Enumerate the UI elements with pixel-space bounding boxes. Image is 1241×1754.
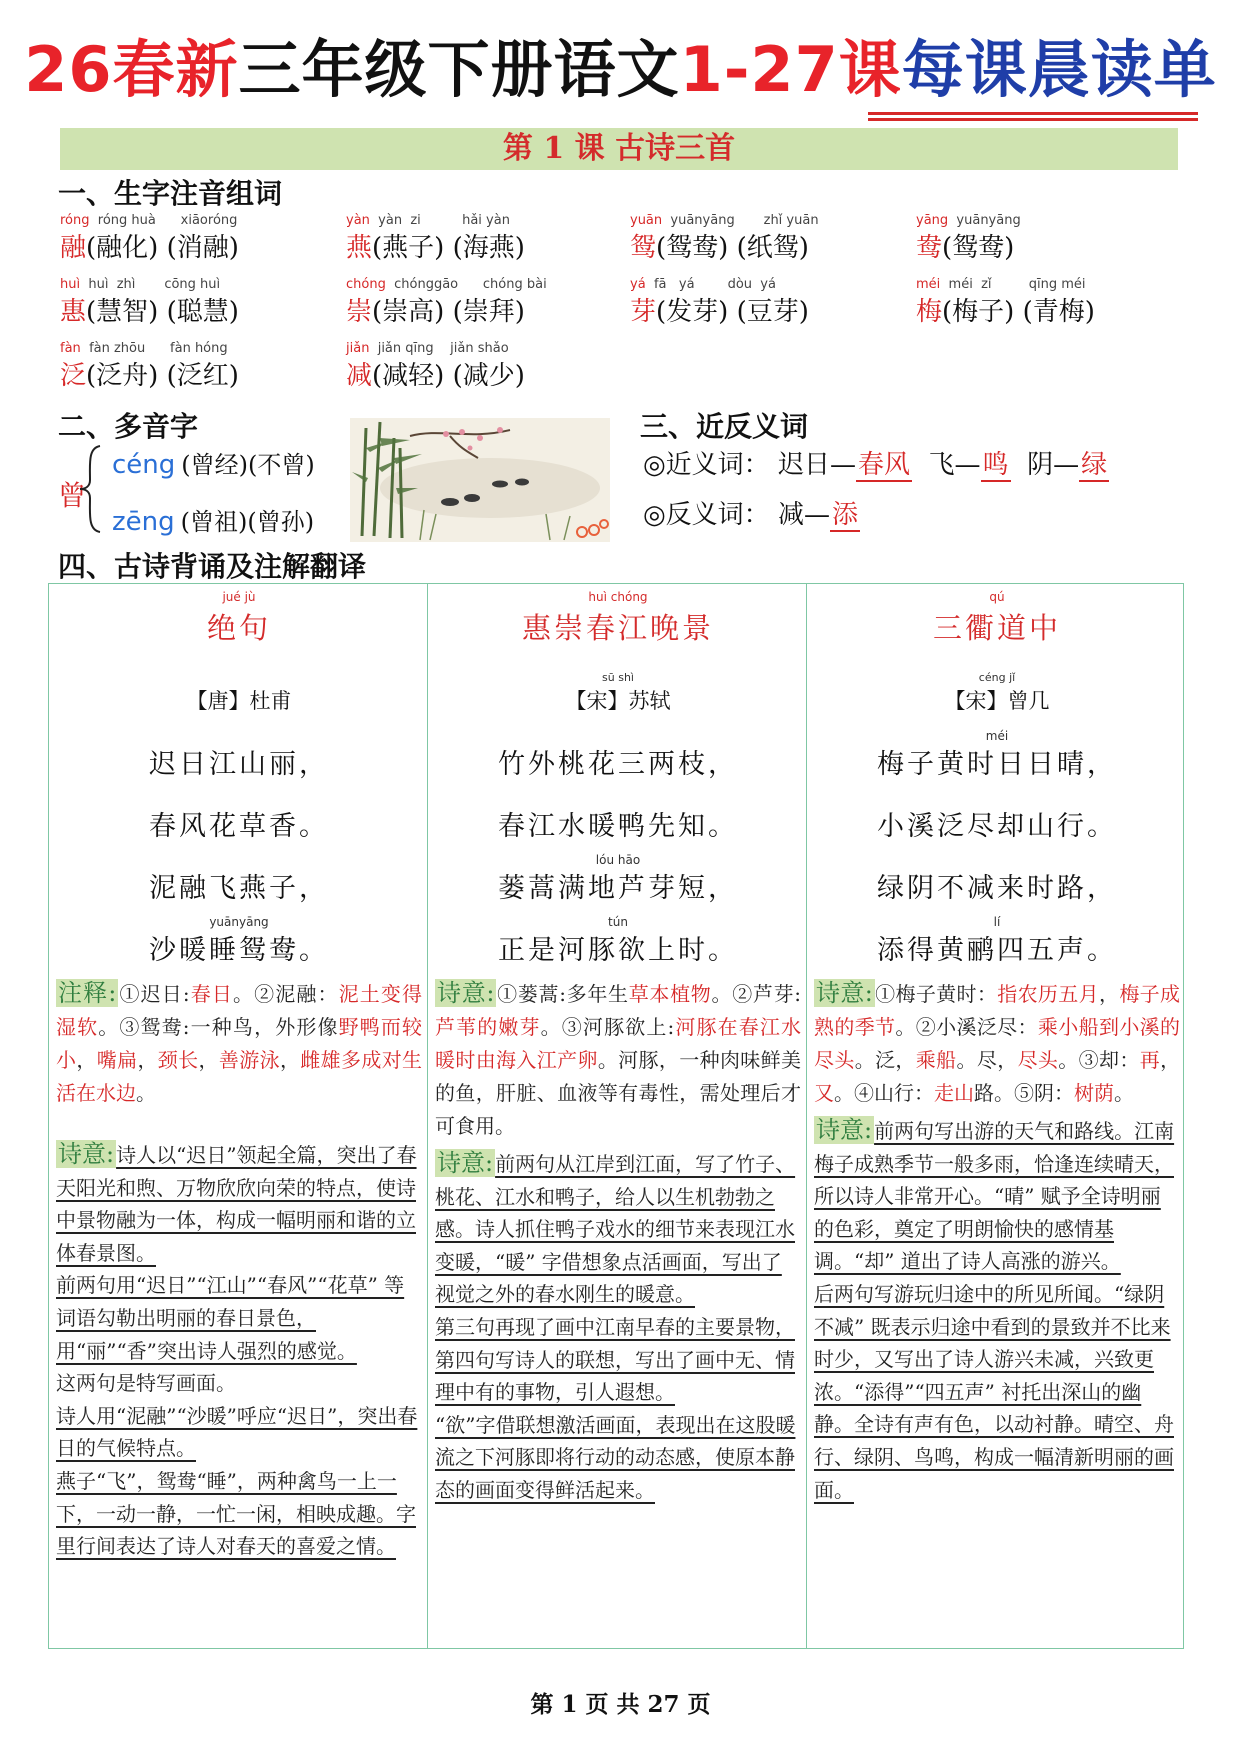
page-title: [0, 30, 1241, 110]
vocab-pinyin-main: yuān: [630, 213, 663, 228]
note-key-text: 芦苇的嫩芽: [435, 1015, 541, 1039]
note-text: 。尽，: [956, 1048, 1018, 1072]
vocab-pinyin-main: jiǎn: [346, 341, 370, 356]
vocab-char: 减: [346, 361, 373, 391]
note-text: ，: [198, 1048, 219, 1072]
vocab-pinyin-main: huì: [60, 277, 81, 292]
section-heading-synonyms: 三、近反义词: [640, 410, 809, 443]
poem-meaning: [56, 1138, 422, 1563]
note-text: 。: [136, 1081, 156, 1105]
polyphone-reading-1: [112, 445, 315, 480]
vocab-item: [916, 276, 1196, 338]
poem-line: [814, 791, 1180, 853]
line-text: 蒌蒿满地芦芽短，: [498, 873, 738, 904]
meaning-paragraph: 前两句用“迟日”“江山”“春风”“花草” 等词语勾勒出明丽的春日景色，用“丽”“香”突出诗人强烈的感觉。: [56, 1273, 405, 1363]
vocab-words: (鸳鸯) (纸鸳): [656, 233, 809, 263]
vocab-words: (泛舟) (泛红): [86, 361, 239, 391]
title-part-2: 三年级下册语文: [238, 33, 680, 106]
note-key-text: 乘船: [915, 1048, 957, 1072]
vocab-pinyin-main: méi: [916, 277, 941, 292]
note-text: ，: [279, 1048, 301, 1072]
vocab-item: [916, 212, 1196, 274]
vocab-words: (发芽) (豆芽): [656, 297, 809, 327]
vocab-pinyin-words: yàn zi hǎi yàn: [378, 213, 510, 228]
line-pinyin: yuānyāng: [209, 915, 269, 929]
meaning-paragraph: 前两句写出游的天气和路线。江南梅子成熟季节一般多雨，恰逢连续晴天，所以诗人非常开心。“晴” 赋予全诗明丽的色彩，奠定了明朗愉快的感情基调。“却” 道出了诗人高涨的游兴。: [814, 1119, 1175, 1274]
note-text: ①迟日:: [118, 982, 190, 1006]
poem-line: [435, 729, 801, 791]
poem-line: [56, 915, 422, 977]
poem-column-3: [814, 590, 1180, 1506]
note-key-text: 梅子成熟的季节: [814, 982, 1181, 1039]
meaning-paragraph: 第三句再现了画中江南早春的主要景物，第四句写诗人的联想，写出了画中无、情理中有的事物，引人遐想。: [435, 1314, 795, 1405]
vocab-pinyin-words: róng huà xiāoróng: [97, 213, 238, 228]
line-pinyin: [56, 791, 422, 807]
poem-line: [56, 791, 422, 853]
note-text: ，: [1160, 1048, 1181, 1072]
meaning-label: 诗意:: [816, 1116, 873, 1144]
poem-author-pinyin: [56, 671, 422, 685]
note-text: ①梅子黄时：: [874, 982, 998, 1006]
vocab-words: (燕子) (海燕): [372, 233, 525, 263]
poem-author: 【宋】曾几: [944, 689, 1050, 713]
vocab-pinyin-main: yāng: [916, 213, 949, 228]
vocab-item: [60, 276, 340, 338]
antonym-row: [643, 494, 860, 531]
vocab-item: [346, 276, 626, 338]
poem-line: [814, 915, 1180, 977]
vocab-words: (慧智) (聪慧): [86, 297, 239, 327]
note-key-text: 泥土变得湿软: [56, 982, 423, 1039]
note-text: 。④山行：: [834, 1081, 934, 1105]
poem-meaning: [814, 1114, 1180, 1506]
vocab-pinyin-words: fā yá dòu yá: [653, 277, 776, 292]
title-underline-1: [868, 112, 1198, 115]
line-pinyin: [56, 853, 422, 869]
vocab-words: (梅子) (青梅): [942, 297, 1095, 327]
note-key-text: 善游泳: [218, 1048, 280, 1072]
poem-author-pinyin: sū shì: [602, 671, 634, 684]
vocab-pinyin-words: fàn zhōu fàn hóng: [89, 341, 228, 356]
synonym-answer: 绿: [1081, 450, 1108, 480]
line-pinyin: lí: [993, 915, 1001, 929]
section-heading-poems: 四、古诗背诵及注解翻译: [58, 550, 367, 583]
note-key-text: 河豚在春江水暖时由海入江产卵: [435, 1015, 802, 1072]
column-divider: [427, 583, 428, 1649]
poem-author: 【宋】苏轼: [565, 689, 671, 713]
line-text: 绿阴不减来时路，: [877, 873, 1117, 904]
note-key-text: 又: [814, 1081, 834, 1105]
polyphone-words: (曾祖)(曾孙): [180, 508, 315, 536]
poem-title-pinyin: qú: [989, 590, 1005, 604]
vocab-item: [630, 212, 910, 274]
polyphone-pinyin: zēng: [112, 507, 175, 537]
note-text: 。: [1114, 1081, 1134, 1105]
antonym-word: 减—: [777, 500, 830, 530]
note-key-text: 指农历五月: [997, 982, 1099, 1006]
vocab-pinyin-main: róng: [60, 213, 90, 228]
poem-line: [814, 853, 1180, 915]
poem-title-pinyin: huì chóng: [588, 590, 648, 604]
vocab-char: 惠: [60, 297, 87, 327]
note-key-text: 尽头: [1017, 1048, 1059, 1072]
vocab-pinyin-words: huì zhì cōng huì: [88, 277, 221, 292]
poem-title: 绝句: [206, 611, 271, 645]
note-key-text: 颈长: [157, 1048, 199, 1072]
note-key-text: 乘小船到小溪的尽头: [814, 1015, 1181, 1072]
line-pinyin: tún: [608, 915, 628, 929]
poem-note: [435, 977, 801, 1143]
vocab-pinyin-main: chóng: [346, 277, 386, 292]
poem-note: [814, 977, 1180, 1110]
note-text: 。②芦芽:: [711, 982, 801, 1006]
synonym-label: ◎近义词：: [643, 450, 770, 480]
vocab-item: [346, 340, 626, 402]
poem-column-1: [56, 590, 422, 1563]
note-key-text: 雌雄多成对生活在水边: [56, 1048, 423, 1105]
polyphone-reading-2: [112, 502, 314, 537]
meaning-paragraph: 后两句写游玩归途中的所见所闻。“绿阴不减” 既表示归途中看到的景致并不比来时少，又写出了诗人游兴未减，兴致更浓。“添得”“四五声” 衬托出深山的幽静。全诗有声有色，以动衬静。晴空、舟行、绿阴、鸟鸣，构成一幅清新明丽的画面。: [814, 1281, 1174, 1502]
vocab-char: 燕: [346, 233, 373, 263]
poem-author: 【唐】杜甫: [186, 689, 292, 713]
meaning-paragraph: 燕子“飞”，鸳鸯“睡”，两种禽鸟一上一下，一动一静，一忙一闲，相映成趣。字里行间表达了诗人对春天的喜爱之情。: [56, 1468, 416, 1559]
meaning-paragraph: 这两句是特写画面。: [56, 1371, 236, 1396]
line-pinyin: [814, 853, 1180, 869]
line-text: 春江水暖鸭先知。: [498, 811, 738, 842]
polyphone-pinyin: céng: [112, 450, 176, 480]
line-text: 添得黄鹂四五声。: [877, 935, 1117, 966]
note-text: 。③鸳鸯:一种鸟，外形像: [98, 1015, 339, 1039]
synonym-answer: 鸣: [982, 450, 1009, 480]
synonym-word: 阴—: [1027, 450, 1080, 480]
vocab-char: 崇: [346, 297, 373, 327]
note-key-text: 嘴扁: [96, 1048, 138, 1072]
poem-title: 三衢道中: [932, 611, 1061, 645]
vocab-item: [630, 276, 910, 338]
vocab-pinyin-main: fàn: [60, 341, 81, 356]
meaning-paragraph: “欲”字借联想激活画面，表现出在这股暖流之下河豚即将行动的动态感，使原本静态的画面变得鲜活起来。: [435, 1412, 796, 1502]
vocab-char: 鸯: [916, 233, 943, 263]
note-text: ，: [137, 1048, 158, 1072]
note-key-text: 再: [1139, 1048, 1161, 1072]
line-text: 沙暖睡鸳鸯。: [149, 935, 329, 966]
vocab-item: [346, 212, 626, 274]
note-text: ①蒌蒿:多年生: [496, 982, 629, 1006]
vocab-pinyin-main: yá: [630, 277, 646, 292]
antonym-answer: 添: [831, 500, 858, 530]
title-part-4: 每课晨读单: [901, 33, 1217, 106]
vocab-item: [60, 212, 340, 274]
vocab-char: 梅: [916, 297, 943, 327]
poem-line: [435, 853, 801, 915]
poem-line: [56, 729, 422, 791]
note-text: 。③河豚欲上:: [540, 1015, 675, 1039]
note-label: 注释:: [58, 979, 117, 1007]
note-text: 。②泥融：: [232, 982, 339, 1006]
vocab-pinyin-words: méi zǐ qīng méi: [948, 277, 1086, 292]
section-heading-vocab: 一、生字注音组词: [58, 177, 283, 210]
vocab-pinyin-words: jiǎn qīng jiǎn shǎo: [377, 341, 509, 356]
poem-line: [435, 915, 801, 977]
line-pinyin: lóu hāo: [595, 853, 641, 867]
line-text: 春风花草香。: [149, 811, 329, 842]
vocab-pinyin-words: yuānyāng zhǐ yuān: [670, 213, 819, 228]
meaning-label: 诗意:: [437, 1149, 494, 1177]
vocab-char: 鸳: [630, 233, 657, 263]
note-text: 。③却：: [1058, 1048, 1140, 1072]
poem-meaning: [435, 1147, 801, 1507]
page-number: 第 1 页 共 27 页: [530, 1691, 711, 1718]
poem-title-pinyin: jué jù: [222, 590, 256, 604]
column-divider: [806, 583, 807, 1649]
meaning-paragraph: 诗人以“迟日”领起全篇，突出了春天阳光和煦、万物欣欣向荣的特点，使诗中景物融为一体，构成一幅明丽和谐的立体春景图。: [56, 1143, 417, 1265]
vocab-char: 融: [60, 233, 87, 263]
poem-note: [56, 977, 422, 1110]
title-part-1: 26春新: [24, 33, 239, 106]
note-text: 。河豚，一种肉味鲜美的鱼，肝脏、血液等有毒性，需处理后才可食用。: [435, 1048, 802, 1138]
poem-title: 惠崇春江晚景: [521, 611, 714, 645]
vocab-words: (融化) (消融): [86, 233, 239, 263]
poem-line: [56, 853, 422, 915]
meaning-label: 诗意:: [58, 1140, 115, 1168]
synonym-word: 迟日—: [777, 450, 856, 480]
note-label: 诗意:: [437, 979, 495, 1007]
title-underline-2: [868, 118, 1198, 121]
line-text: 小溪泛尽却山行。: [877, 811, 1117, 842]
vocab-char: 泛: [60, 361, 87, 391]
line-pinyin: [435, 729, 801, 745]
line-pinyin: méi: [985, 729, 1009, 743]
poem-column-2: [435, 590, 801, 1507]
poem-line: [435, 791, 801, 853]
note-key-text: 草本植物: [628, 982, 712, 1006]
synonym-word: 飞—: [928, 450, 981, 480]
ink-painting-image: [350, 418, 610, 542]
polyphone-words: (曾经)(不曾): [181, 451, 315, 479]
vocab-char: 芽: [630, 297, 657, 327]
note-label: 诗意:: [816, 979, 873, 1007]
note-text: ，: [76, 1048, 97, 1072]
note-key-text: 树荫: [1074, 1081, 1114, 1105]
note-key-text: 野鸭而较小: [56, 1015, 422, 1072]
vocab-pinyin-main: yàn: [346, 213, 370, 228]
line-text: 竹外桃花三两枝，: [498, 749, 738, 780]
section-heading-polyphone: 二、多音字: [58, 410, 199, 443]
synonym-row: [643, 444, 1109, 481]
poem-author-pinyin: céng jǐ: [978, 671, 1016, 684]
vocab-item: [60, 340, 340, 402]
note-key-text: 春日: [189, 982, 233, 1006]
note-text: 。②小溪泛尽：: [895, 1015, 1038, 1039]
line-pinyin: [56, 729, 422, 745]
title-part-3: 1-27课: [679, 33, 902, 106]
polyphone-char: 曾: [58, 479, 87, 512]
line-text: 迟日江山丽，: [149, 749, 329, 780]
note-text: 路。⑤阴：: [974, 1081, 1074, 1105]
line-text: 梅子黄时日日晴，: [877, 749, 1117, 780]
synonym-answer: 春风: [857, 450, 910, 480]
note-text: ，: [1098, 982, 1120, 1006]
line-text: 正是河豚欲上时。: [498, 935, 738, 966]
line-pinyin: [435, 791, 801, 807]
brace-icon: [76, 444, 104, 534]
line-pinyin: [814, 791, 1180, 807]
vocab-words: (减轻) (减少): [372, 361, 525, 391]
poem-line: [814, 729, 1180, 791]
vocab-words: (鸳鸯): [942, 233, 1015, 263]
line-text: 泥融飞燕子，: [149, 873, 329, 904]
note-key-text: 走山: [934, 1081, 974, 1105]
vocab-pinyin-words: yuānyāng: [956, 213, 1021, 228]
meaning-paragraph: 诗人用“泥融”“沙暖”呼应“迟日”，突出春日的气候特点。: [56, 1403, 418, 1461]
vocab-words: (崇高) (崇拜): [372, 297, 525, 327]
meaning-paragraph: 前两句从江岸到江面，写了竹子、桃花、江水和鸭子，给人以生机勃勃之感。诗人抓住鸭子戏水的细节来表现江水变暖，“暖” 字借想象点活画面，写出了视觉之外的春水刚生的暖意。: [435, 1152, 796, 1307]
vocab-pinyin-words: chónggāo chóng bài: [394, 277, 547, 292]
note-text: 。泛，: [854, 1048, 916, 1072]
antonym-label: ◎反义词：: [643, 500, 770, 530]
lesson-header: 第 1 课 古诗三首: [60, 128, 1178, 170]
